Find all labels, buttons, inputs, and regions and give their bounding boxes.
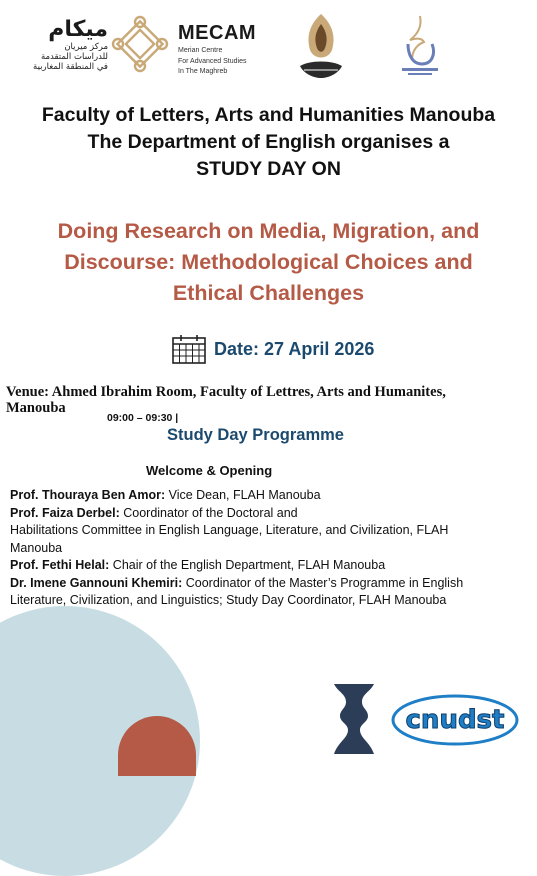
faces-vase-icon: [330, 682, 378, 756]
time-slot: 09:00 – 09:30 |: [107, 412, 179, 424]
calendar-icon: [172, 334, 206, 364]
participant-line: [10, 557, 537, 575]
department-line: The Department of English organises a: [87, 131, 450, 153]
mecam-arabic-name: ميكام: [48, 17, 108, 42]
participant-name: Dr. Imene Gannouni Khemiri:: [10, 575, 183, 590]
participant-line: [10, 575, 537, 593]
participant-line: [10, 505, 537, 523]
mecam-knot-icon: [110, 14, 170, 74]
study-day-label: STUDY DAY ON: [196, 158, 341, 180]
study-title-line: Doing Research on Media, Migration, and: [57, 219, 480, 243]
faculty-seal-icon: [292, 10, 350, 84]
participant-role: Manouba: [10, 540, 63, 555]
participant-name: Prof. Fethi Helal:: [10, 558, 110, 572]
venue: [6, 384, 526, 416]
participant-name: Prof. Faiza Derbel:: [10, 505, 120, 520]
mecam-arabic-line: للدراسات المتقدمة: [40, 52, 108, 62]
participant-line: [10, 487, 537, 505]
intro-heading: [0, 102, 537, 183]
participant-name: Prof. Thouraya Ben Amor:: [10, 488, 166, 502]
faculty-name: Faculty of Letters, Arts and Humanities Manouba: [41, 104, 496, 126]
mecam-arabic-logo: [14, 18, 108, 72]
participant-role: Coordinator of the Doctoral and: [119, 505, 298, 520]
study-title: [20, 216, 517, 309]
programme-heading: Study Day Programme: [167, 426, 344, 444]
mecam-arabic-line: مركز ميريان: [64, 42, 108, 52]
participant-role: Literature, Civilization, and Linguistics; Study Day Coordinator, FLAH Manouba: [10, 593, 447, 607]
mecam-logo-text: [178, 22, 256, 77]
university-logo-icon: [398, 14, 442, 78]
venue-line: Venue: Ahmed Ibrahim Room, Faculty of Lettres, Arts and Humanites,: [6, 384, 446, 400]
participant-line: [10, 522, 537, 540]
participant-role: Habilitations Committee in English Language, Literature, and Civilization, FLAH: [10, 523, 449, 537]
participant-role: Vice Dean, FLAH Manouba: [165, 488, 321, 502]
mecam-arabic-line: في المنطقة المغاربية: [33, 62, 108, 72]
event-date: Date: 27 April 2026: [214, 339, 375, 359]
welcome-heading: Welcome & Opening: [146, 463, 273, 478]
participant-line: [10, 592, 537, 610]
study-title-line: Discourse: Methodological Choices and: [64, 250, 473, 274]
mecam-subtitle: For Advanced Studies: [178, 57, 247, 65]
cnudst-logo-text: cnudst: [405, 705, 505, 735]
participant-list: [10, 487, 537, 610]
participant-role: Chair of the English Department, FLAH Manouba: [109, 558, 386, 572]
venue-line: Manouba: [6, 400, 66, 416]
study-title-line: Ethical Challenges: [172, 281, 365, 305]
participant-line: [10, 540, 537, 558]
cnudst-logo-icon: [390, 694, 520, 746]
participant-role: Coordinator of the Master’s Programme in English: [182, 575, 464, 590]
mecam-subtitle: Merian Centre: [178, 47, 223, 54]
mecam-subtitle: In The Maghreb: [178, 68, 228, 75]
mecam-title: MECAM: [178, 22, 257, 44]
